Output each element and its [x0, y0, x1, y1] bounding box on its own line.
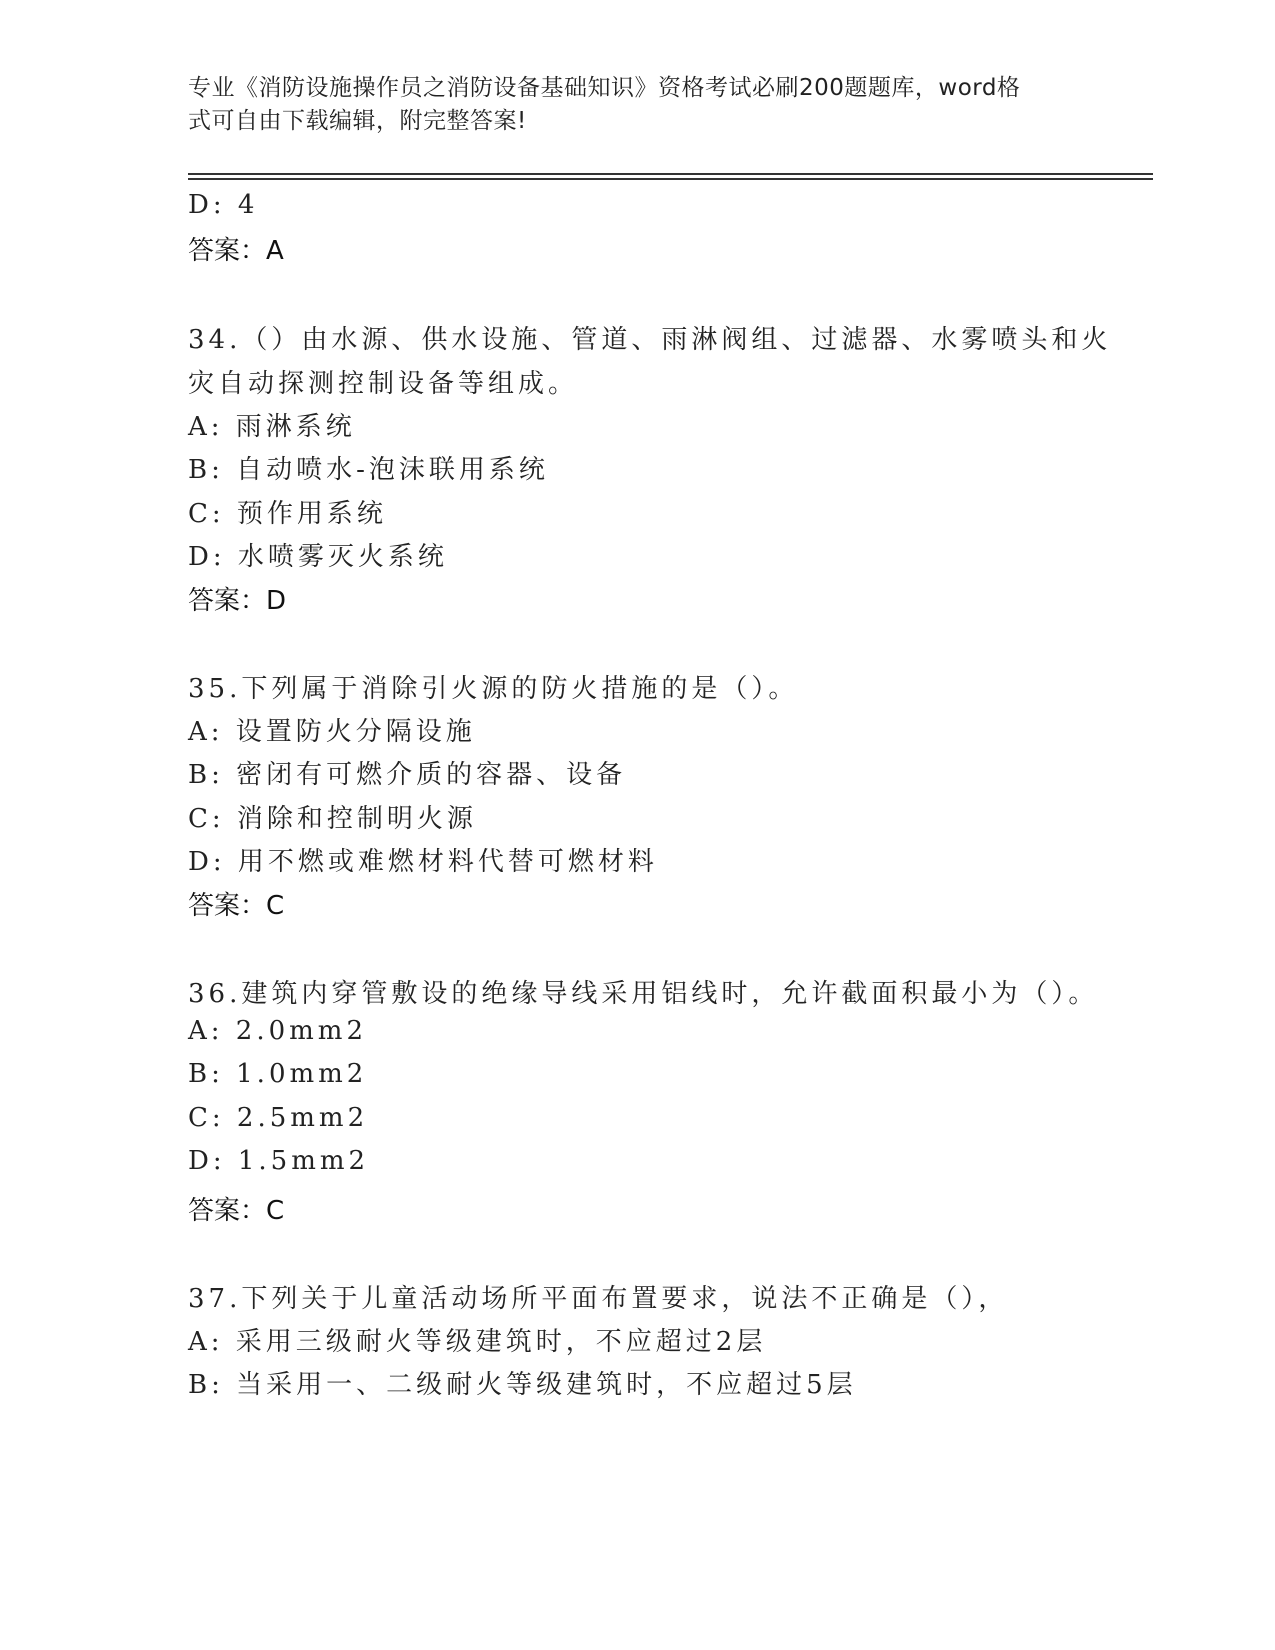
header-rule-bottom	[188, 178, 1153, 180]
document-header	[188, 72, 1088, 138]
question-line: 36.建筑内穿管敷设的绝缘导线采用铝线时，允许截面积最小为（）。	[188, 979, 1099, 1009]
option-line: B: 当采用一、二级耐火等级建筑时，不应超过5层	[188, 1370, 857, 1400]
option-line: C: 预作用系统	[188, 499, 387, 529]
answer-line: 答案：D	[188, 586, 287, 616]
option-line: A: 雨淋系统	[188, 412, 356, 442]
question-line: 37.下列关于儿童活动场所平面布置要求，说法不正确是（），	[188, 1284, 1009, 1314]
option-line: B: 密闭有可燃介质的容器、设备	[188, 760, 627, 790]
question-line: 35.下列属于消除引火源的防火措施的是（）。	[188, 674, 799, 704]
option-line: D: 用不燃或难燃材料代替可燃材料	[188, 847, 658, 877]
option-line: A: 2.0mm2	[188, 1016, 367, 1046]
option-line: D: 4	[188, 190, 259, 220]
option-line: B: 1.0mm2	[188, 1059, 368, 1089]
answer-line: 答案：C	[188, 891, 285, 921]
option-line: A: 设置防火分隔设施	[188, 717, 476, 747]
header-rule-top	[188, 173, 1153, 175]
header-title-line-2: 式可自由下载编辑，附完整答案!	[188, 108, 527, 134]
option-line: D: 水喷雾灭火系统	[188, 542, 448, 572]
answer-line: 答案：A	[188, 236, 284, 266]
header-title-line-1: 专业《消防设施操作员之消防设备基础知识》资格考试必刷200题题库，word格	[188, 75, 1021, 101]
option-line: C: 消除和控制明火源	[188, 804, 477, 834]
question-line: 34.（）由水源、供水设施、管道、雨淋阀组、过滤器、水雾喷头和火	[188, 325, 1112, 355]
option-line: A: 采用三级耐火等级建筑时，不应超过2层	[188, 1327, 767, 1357]
question-line: 灾自动探测控制设备等组成。	[188, 369, 579, 399]
option-line: C: 2.5mm2	[188, 1103, 369, 1133]
answer-line: 答案：C	[188, 1196, 285, 1226]
option-line: D: 1.5mm2	[188, 1146, 370, 1176]
option-line: B: 自动喷水-泡沫联用系统	[188, 455, 549, 485]
